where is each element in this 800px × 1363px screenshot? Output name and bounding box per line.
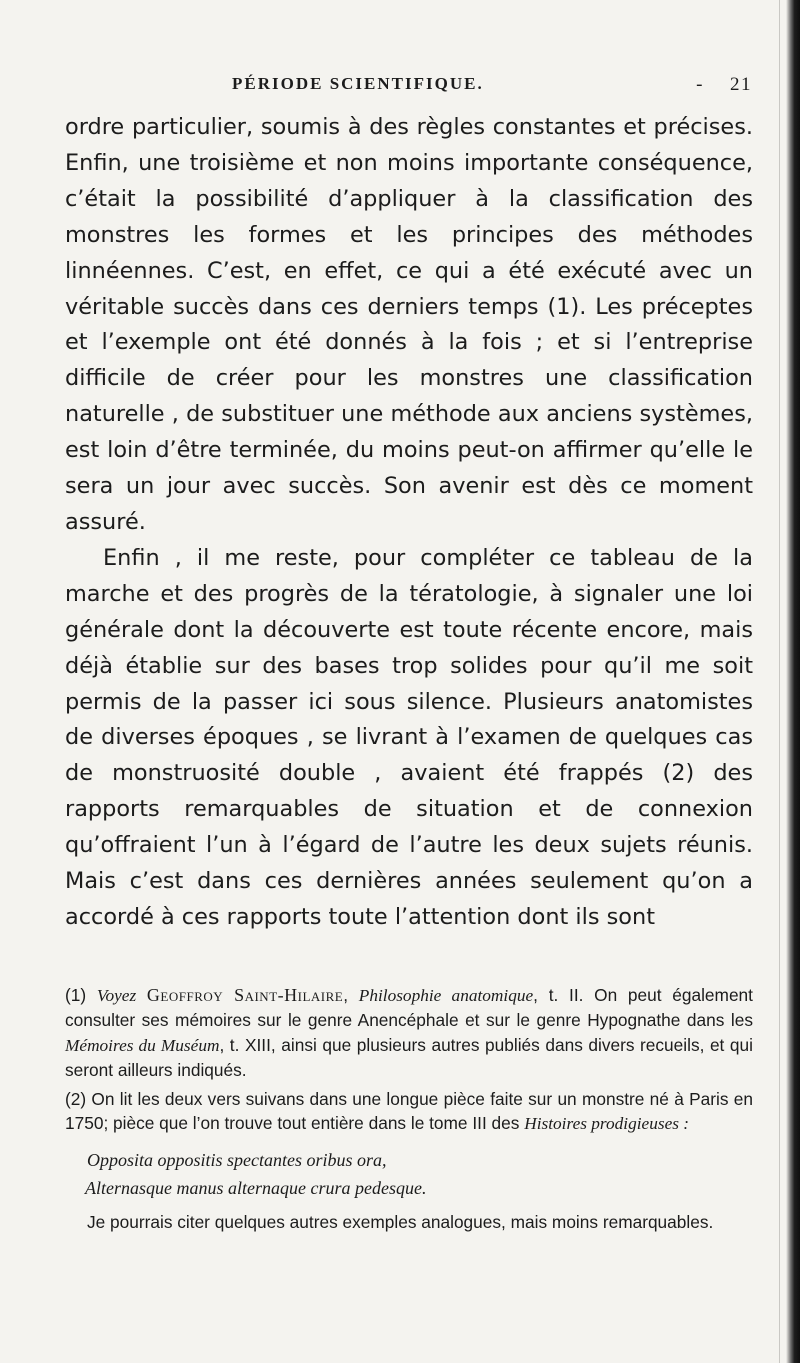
footnotes xyxy=(65,983,753,1235)
footnote-1-tail: , t. XIII, ainsi que plusieurs autres publiés dans divers recueils, et qui seront ailleurs indiqués. xyxy=(65,1034,753,1081)
running-head xyxy=(66,74,752,100)
page-number: 21 xyxy=(730,74,752,95)
footnote-2-text: On lit les deux vers suivans dans une longue pièce faite sur un monstre né à Paris en 1750; pièce que l’on trouve tout entière dans le tome III des xyxy=(65,1088,753,1134)
footnote-1-voyez: Voyez xyxy=(96,986,137,1005)
verse-line-2: Alternasque manus alternaque crura pedesque. xyxy=(85,1178,427,1199)
footnote-1-author: Geoffroy Saint-Hilaire xyxy=(146,985,344,1005)
paragraph-1: ordre particulier, soumis à des règles constantes et précises. Enfin, une troisième et non moins importante conséquence, c’était la possibilité d’appliquer à la classification des monstres les formes et les principes des méthodes linnéennes. C’est, en effet, ce qui a été exécuté avec un véritable succès dans ces derniers temps (1). Les préceptes et l’exemple ont été donnés à la fois ; et si l’entreprise difficile de créer pour les monstres une classification naturelle , de substituer une méthode aux anciens systèmes, est loin d’être terminée, du moins peut-on affirmer qu’elle le sera un jour avec succès. Son avenir est dès ce moment assuré. xyxy=(65,114,753,535)
footnote-1-rest: , t. II. On peut également consulter ses mémoires sur le genre Anencéphale et sur le genre Hypognathe dans les xyxy=(65,985,753,1031)
footnote-2-book: Histoires prodigieuses : xyxy=(524,1114,690,1134)
verse-line-1: Opposita oppositis spectantes oribus ora, xyxy=(87,1150,387,1171)
footnote-closing: Je pourrais citer quelques autres exemples analogues, mais moins remarquables. xyxy=(87,1212,714,1233)
running-head-dash: - xyxy=(696,74,704,95)
running-head-title: PÉRIODE SCIENTIFIQUE. xyxy=(232,74,484,93)
page-edge-line xyxy=(779,0,780,1363)
footnote-2 xyxy=(65,1087,753,1137)
main-text xyxy=(65,110,753,936)
footnote-1 xyxy=(65,983,753,1083)
paragraph-2: Enfin , il me reste, pour compléter ce tableau de la marche et des progrès de la tératologie, à signaler une loi générale dont la découverte est toute récente encore, mais déjà établie sur des bases trop solides pour qu’il me soit permis de la passer ici sous silence. Plusieurs anatomistes de diverses époques , se livrant à l’examen de quelques cas de monstruosité double , avaient été frappés (2) des rapports remarquables de situation et de connexion qu’offraient l’un à l’égard de l’autre les deux sujets réunis. Mais c’est dans ces dernières années seulement qu’on a accordé à ces rapports toute l’attention dont ils sont xyxy=(65,544,753,930)
footnote-1-book: Philosophie anatomique xyxy=(358,986,534,1005)
footnote-1-journal: Mémoires du Muséum xyxy=(65,1035,220,1055)
footnote-1-sep: , xyxy=(343,985,349,1005)
footnote-2-marker: (2) xyxy=(65,1088,87,1109)
binding-edge xyxy=(786,0,800,1363)
footnote-1-marker: (1) xyxy=(65,985,87,1005)
